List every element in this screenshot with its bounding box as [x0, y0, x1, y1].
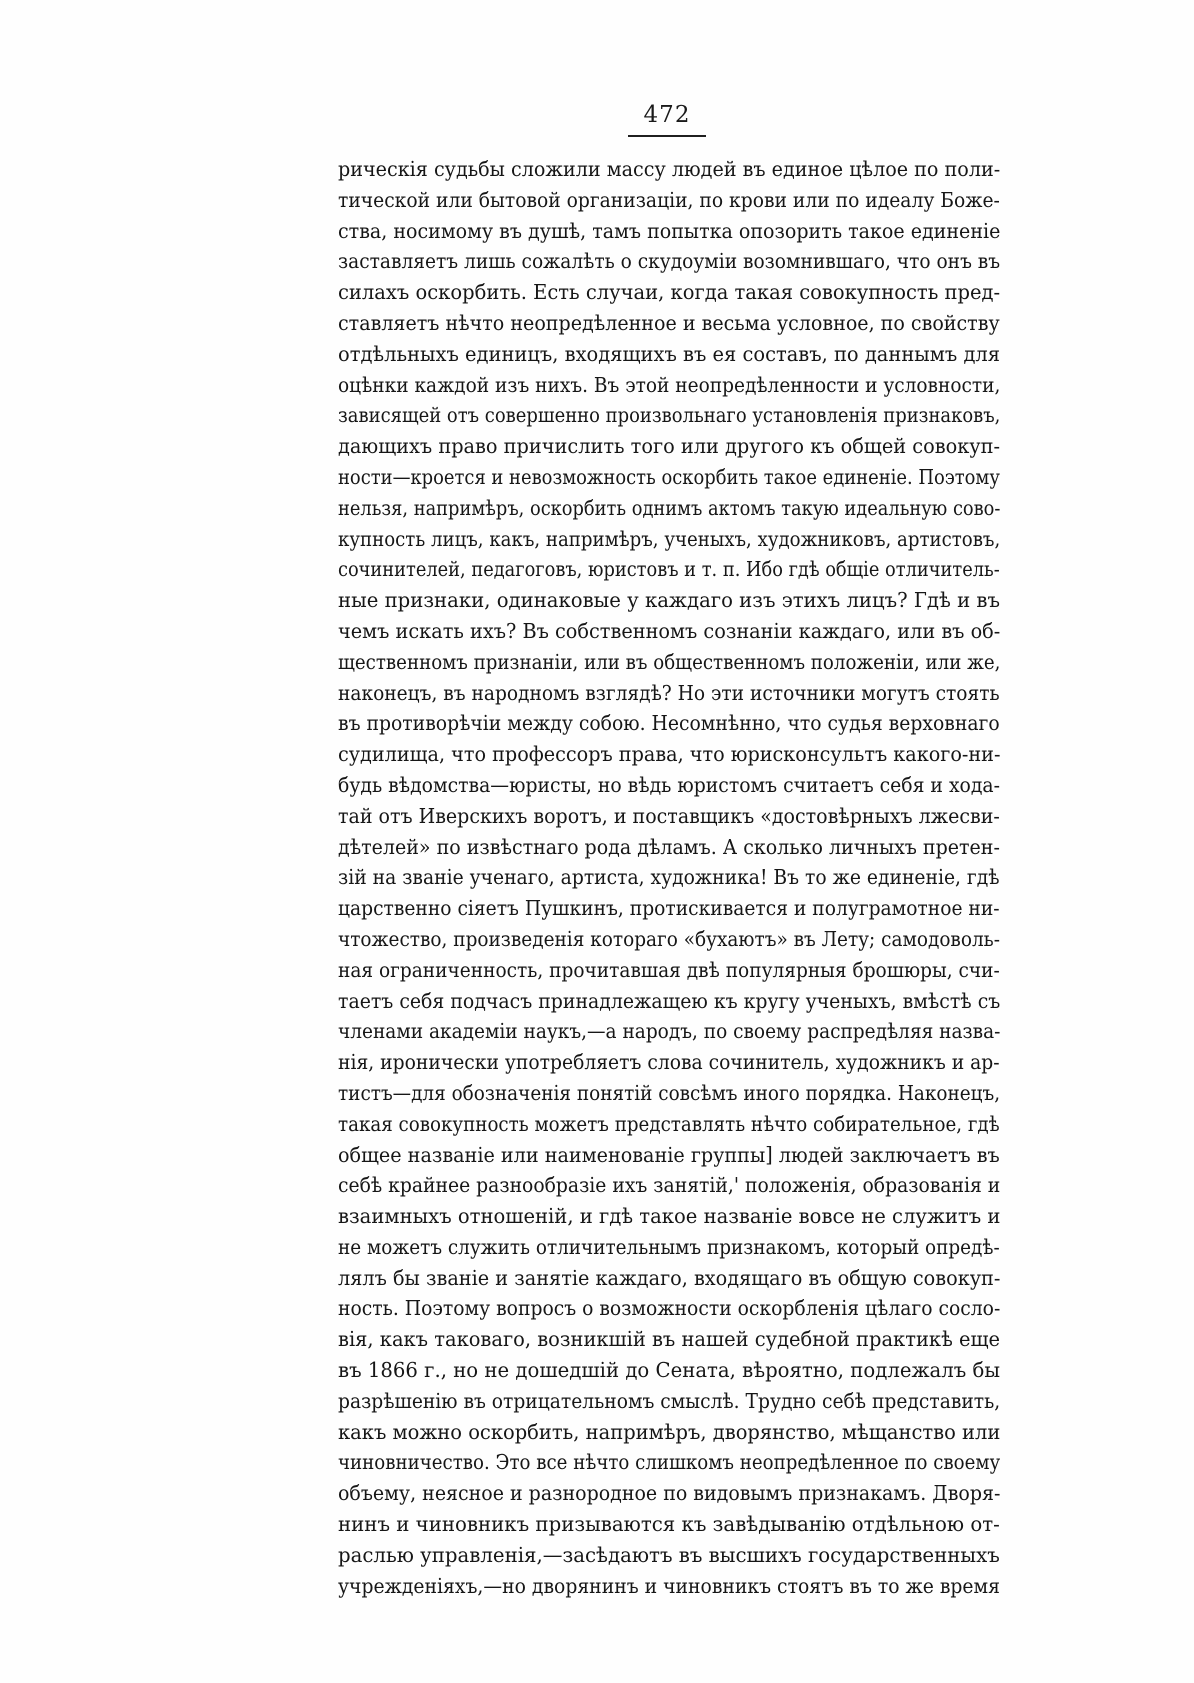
text-line: нельзя, напримѣръ, оскорбить однимъ актомъ такую идеальную сово- [338, 495, 1001, 520]
text-line: взаимныхъ отношеній, и гдѣ такое названіе вовсе не служитъ и [338, 1204, 1001, 1229]
text-line: зій на званіе ученаго, артиста, художника! Въ то же единеніе, гдѣ [338, 865, 1000, 890]
text-line: оцѣнки каждой изъ нихъ. Въ этой неопредѣленности и условности, [338, 372, 1001, 397]
text-line: купность лицъ, какъ, напримѣръ, ученыхъ, художниковъ, артистовъ, [338, 526, 1001, 551]
text-line: вія, какъ таковаго, возникшій въ нашей судебной практикѣ еще [338, 1327, 1001, 1352]
page-number: 472 [643, 102, 691, 128]
text-line: наконецъ, въ народномъ взглядѣ? Но эти источники могутъ стоять [338, 680, 1000, 705]
text-line: въ 1866 г., но не дошедшій до Сената, вѣроятно, подлежалъ бы [338, 1358, 1001, 1383]
page-number-underline [628, 135, 706, 137]
text-line: тистъ—для обозначенія понятій совсѣмъ иного порядка. Наконецъ, [338, 1080, 1001, 1105]
text-line: заставляетъ лишь сожалѣть о скудоуміи возомнившаго, что онъ въ [338, 249, 1001, 274]
text-line: лялъ бы званіе и занятіе каждаго, входящаго въ общую совокуп- [338, 1265, 1001, 1290]
text-line: дѣтелей» по извѣстнаго рода дѣламъ. А сколько личныхъ претен- [338, 834, 1000, 859]
text-line: дающихъ право причислить того или другого къ общей совокуп- [338, 434, 1001, 459]
text-line: въ противорѣчіи между собою. Несомнѣнно, что судья верховнаго [338, 711, 1000, 736]
text-line: ные признаки, одинаковые у каждаго изъ этихъ лицъ? Гдѣ и въ [338, 588, 1000, 613]
text-line: ная ограниченность, прочитавшая двѣ популярныя брошюры, счи- [338, 957, 1000, 982]
text-line: ставляетъ нѣчто неопредѣленное и весьма условное, по свойству [338, 310, 1000, 335]
text-line: не можетъ служить отличительнымъ признакомъ, который опредѣ- [338, 1234, 1000, 1259]
text-line: ства, носимому въ душѣ, тамъ попытка опозорить такое единеніе [338, 218, 1001, 243]
text-line: тической или бытовой организаціи, по крови или по идеалу Боже- [338, 187, 1000, 212]
text-line: рическія судьбы сложили массу людей въ единое цѣлое по поли- [338, 157, 1001, 181]
text-line: какъ можно оскорбить, напримѣръ, дворянство, мѣщанство или [338, 1419, 1001, 1444]
text-line: учрежденіяхъ,—но дворянинъ и чиновникъ стоятъ въ то же время [338, 1573, 1000, 1598]
text-line: зависящей отъ совершенно произвольнаго установленія признаковъ, [338, 403, 1001, 428]
text-line: разрѣшенію въ отрицательномъ смыслѣ. Трудно себѣ представить, [338, 1388, 1001, 1413]
text-line: сочинителей, педагоговъ, юристовъ и т. п. Ибо гдѣ общіе отличитель- [338, 557, 1000, 582]
text-line: нія, иронически употребляетъ слова сочинитель, художникъ и ар- [338, 1050, 1000, 1075]
text-line: такая совокупность можетъ представлять нѣчто собирательное, гдѣ [338, 1111, 1000, 1136]
text-line: общее названіе или наименованіе группы] людей заключаетъ въ [338, 1142, 1000, 1167]
text-line: раслью управленія,—засѣдаютъ въ высшихъ государственныхъ [338, 1542, 1000, 1567]
text-line: силахъ оскорбить. Есть случаи, когда такая совокупность пред- [338, 280, 1001, 305]
text-line: себѣ крайнее разнообразіе ихъ занятій,' положенія, образованія и [338, 1173, 1001, 1198]
text-line: ность. Поэтому вопросъ о возможности оскорбленія цѣлаго сосло- [338, 1296, 1001, 1321]
text-line: будь вѣдомства—юристы, но вѣдь юристомъ считаетъ себя и хода- [338, 772, 1000, 797]
text-line: чтожество, произведенія котораго «бухаютъ» въ Лету; самодоволь- [338, 926, 1000, 951]
text-line: объему, неясное и разнородное по видовымъ признакамъ. Дворя- [338, 1481, 1001, 1506]
text-line: членами академіи наукъ,—а народъ, по своему распредѣляя назва- [338, 1019, 1001, 1044]
text-line: тай отъ Иверскихъ воротъ, и поставщикъ «достовѣрныхъ лжесви- [338, 803, 1000, 828]
body-text [338, 154, 1000, 1601]
text-line: чемъ искать ихъ? Въ собственномъ сознаніи каждаго, или въ об- [338, 618, 1001, 643]
text-line: щественномъ признаніи, или въ общественномъ положеніи, или же, [338, 649, 1001, 674]
text-line: царственно сіяетъ Пушкинъ, протискивается и полуграмотное ни- [338, 896, 1000, 921]
text-line: ности—кроется и невозможность оскорбить такое единеніе. Поэтому [338, 464, 1000, 489]
text-line: судилища, что профессоръ права, что юрисконсультъ какого-ни- [338, 742, 1001, 767]
text-line: таетъ себя подчасъ принадлежащею къ кругу ученыхъ, вмѣстѣ съ [338, 988, 1001, 1013]
text-line: чиновничество. Это все нѣчто слишкомъ неопредѣленное по своему [338, 1450, 1001, 1475]
text-line: нинъ и чиновникъ призываются къ завѣдыванію отдѣльною от- [338, 1512, 1000, 1537]
text-line: отдѣльныхъ единицъ, входящихъ въ ея составъ, по даннымъ для [338, 341, 1001, 366]
